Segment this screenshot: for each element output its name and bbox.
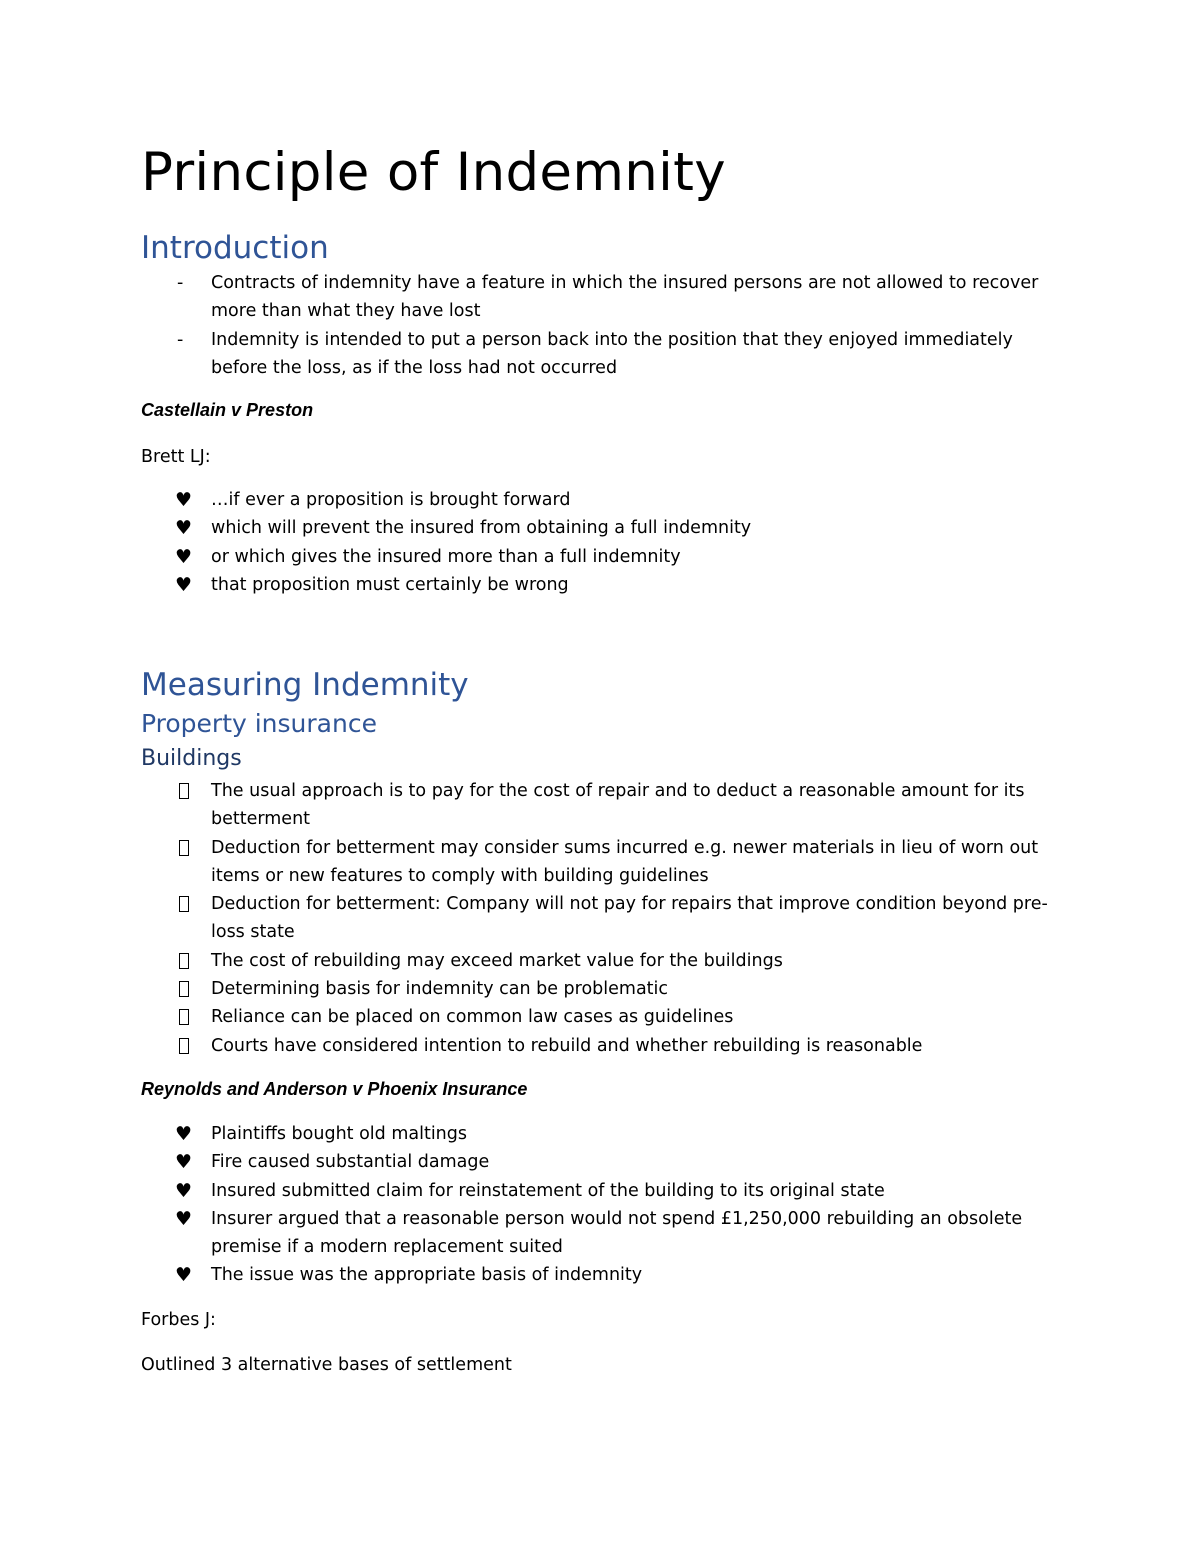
introduction-heading: Introduction <box>141 230 329 266</box>
introduction-list <box>141 269 1051 382</box>
document-title: Principle of Indemnity <box>141 142 726 203</box>
heart-bullet-icon: ♥ <box>175 517 193 540</box>
heart-bullet-icon: ♥ <box>175 1264 193 1287</box>
list-item-text: or which gives the insured more than a full indemnity <box>211 546 681 567</box>
list-item <box>141 1205 1051 1262</box>
checkbox-bullet-icon <box>179 840 189 856</box>
heart-bullet-icon: ♥ <box>175 573 193 596</box>
list-item <box>141 1261 1051 1289</box>
list-item-text: Insured submitted claim for reinstatement of the building to its original state <box>211 1180 885 1201</box>
list-item-text: which will prevent the insured from obtaining a full indemnity <box>211 518 752 539</box>
list-item-text: Courts have considered intention to rebuild and whether rebuilding is reasonable <box>211 1035 923 1056</box>
list-item <box>141 486 1051 514</box>
list-item <box>141 514 1051 542</box>
castellain-quote-list <box>141 486 1051 599</box>
checkbox-bullet-icon <box>179 783 189 799</box>
checkbox-bullet-icon <box>179 1009 189 1025</box>
list-item <box>141 975 1051 1003</box>
list-item <box>141 269 1051 326</box>
list-item <box>141 1177 1051 1205</box>
heart-bullet-icon: ♥ <box>175 1179 193 1202</box>
list-item <box>141 834 1051 891</box>
property-insurance-heading: Property insurance <box>141 709 377 738</box>
list-item-text: The cost of rebuilding may exceed market value for the buildings <box>211 950 783 971</box>
list-item-text: Determining basis for indemnity can be problematic <box>211 979 669 1000</box>
list-item-text: Reliance can be placed on common law cases as guidelines <box>211 1007 734 1028</box>
list-item <box>141 947 1051 975</box>
reynolds-list <box>141 1120 1051 1290</box>
list-item <box>141 1003 1051 1031</box>
checkbox-bullet-icon <box>179 896 189 912</box>
heart-bullet-icon: ♥ <box>175 1123 193 1145</box>
heart-bullet-icon: ♥ <box>175 1207 193 1230</box>
checkbox-bullet-icon <box>179 1038 189 1054</box>
list-item-text: Insurer argued that a reasonable person would not spend £1,250,000 rebuilding an obsolete premise if a modern replacement suited <box>211 1208 1023 1258</box>
list-item-text: The usual approach is to pay for the cost of repair and to deduct a reasonable amount for its betterment <box>211 781 1025 830</box>
list-item <box>141 1148 1051 1176</box>
case-title-reynolds: Reynolds and Anderson v Phoenix Insurance <box>141 1079 528 1099</box>
dash-bullet-icon: - <box>177 273 184 293</box>
heart-bullet-icon: ♥ <box>175 545 193 568</box>
measuring-heading: Measuring Indemnity <box>141 667 469 703</box>
list-item-text: Fire caused substantial damage <box>211 1152 490 1173</box>
list-item-text: The issue was the appropriate basis of indemnity <box>211 1265 643 1286</box>
list-item-text: Contracts of indemnity have a feature in which the insured persons are not allowed to recover more than what they have lost <box>211 273 1039 322</box>
buildings-heading: Buildings <box>141 746 242 771</box>
case-title-castellain: Castellain v Preston <box>141 400 314 420</box>
settlement-note: Outlined 3 alternative bases of settlement <box>141 1355 512 1375</box>
list-item-text: …if ever a proposition is brought forward <box>211 490 571 510</box>
list-item <box>141 777 1051 834</box>
heart-bullet-icon: ♥ <box>175 1151 193 1174</box>
buildings-list <box>141 777 1051 1060</box>
checkbox-bullet-icon <box>179 953 189 969</box>
list-item-text: Deduction for betterment: Company will not pay for repairs that improve condition beyond pre-loss state <box>211 894 1048 943</box>
list-item-text: Plaintiffs bought old maltings <box>211 1124 467 1144</box>
list-item <box>141 1120 1051 1148</box>
heart-bullet-icon: ♥ <box>175 489 193 511</box>
judge-label-brett: Brett LJ: <box>141 447 211 467</box>
list-item <box>141 543 1051 571</box>
judge-label-forbes: Forbes J: <box>141 1310 216 1330</box>
list-item-text: Indemnity is intended to put a person back into the position that they enjoyed immediately before the loss, as if the loss had not occurred <box>211 329 1013 378</box>
list-item-text: Deduction for betterment may consider sums incurred e.g. newer materials in lieu of worn out items or new features to comply with building guidelines <box>211 837 1039 886</box>
list-item <box>141 1032 1051 1060</box>
list-item <box>141 326 1051 383</box>
checkbox-bullet-icon <box>179 981 189 997</box>
list-item <box>141 571 1051 599</box>
dash-bullet-icon: - <box>177 329 184 350</box>
list-item-text: that proposition must certainly be wrong <box>211 574 569 595</box>
list-item <box>141 890 1051 947</box>
